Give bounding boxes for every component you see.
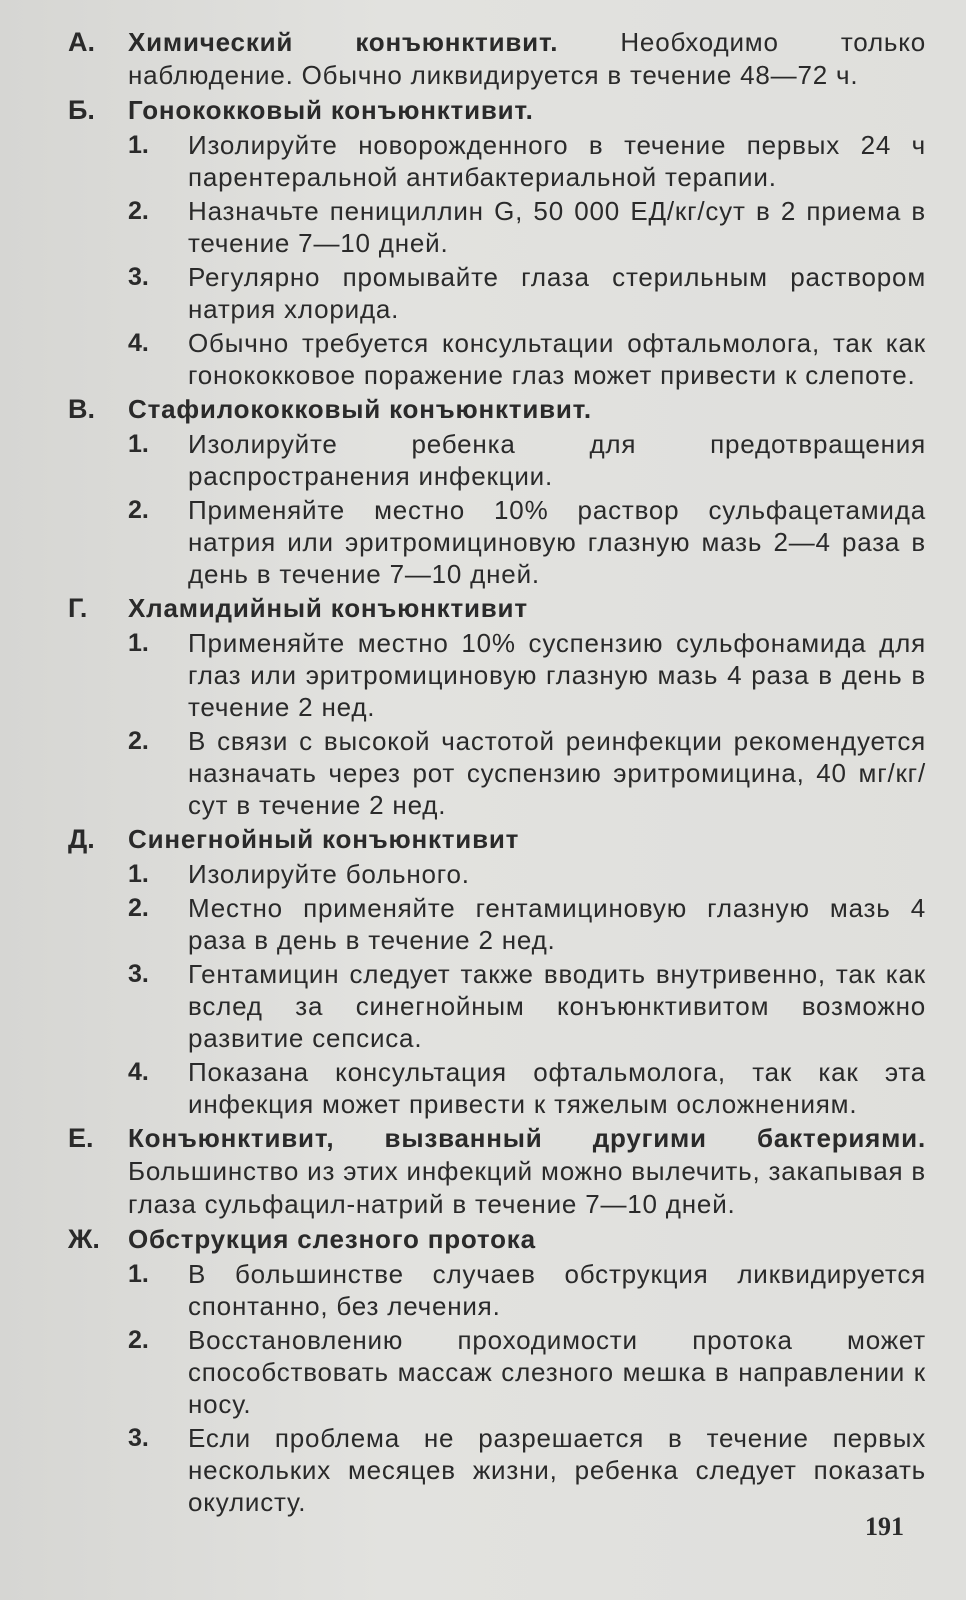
section-letter: Г. bbox=[68, 593, 88, 623]
list-item bbox=[128, 858, 926, 890]
item-text: Местно применяйте гентамициновую глазную мазь 4 раза в день в течение 2 нед. bbox=[188, 893, 926, 955]
item-list bbox=[128, 627, 926, 821]
page-content bbox=[68, 26, 926, 1520]
section-body bbox=[128, 823, 926, 856]
item-number: 2. bbox=[128, 894, 149, 922]
item-number: 4. bbox=[128, 329, 149, 357]
item-number: 2. bbox=[128, 1326, 149, 1354]
item-list bbox=[128, 428, 926, 590]
list-item bbox=[128, 1258, 926, 1322]
section-title: Гонококковый конъюнктивит. bbox=[128, 95, 534, 125]
list-item bbox=[128, 892, 926, 956]
section-title: Обструкция слезного протока bbox=[128, 1224, 536, 1254]
list-item bbox=[128, 327, 926, 391]
item-number: 1. bbox=[128, 629, 149, 657]
section-heading bbox=[68, 94, 926, 127]
item-text: Изолируйте новорожденного в течение первых 24 ч парентеральной антибактериальной терапии. bbox=[188, 130, 926, 192]
section-letter: Б. bbox=[68, 95, 95, 125]
item-list bbox=[128, 129, 926, 391]
list-item bbox=[128, 195, 926, 259]
item-text: Если проблема не разрешается в течение первых нескольких месяцев жизни, ребенка следует показать окулисту. bbox=[188, 1423, 926, 1517]
item-text: Применяйте местно 10% суспензию сульфонамида для глаз или эритромициновую глазную мазь 4 раза в день в течение 2 нед. bbox=[188, 628, 926, 722]
item-text: Применяйте местно 10% раствор сульфацетамида натрия или эритромициновую глазную мазь 2—4 раза в день в течение 7—10 дней. bbox=[188, 495, 926, 589]
section-heading bbox=[68, 26, 926, 92]
item-number: 1. bbox=[128, 860, 149, 888]
section-letter: Д. bbox=[68, 824, 95, 854]
item-number: 1. bbox=[128, 131, 149, 159]
section-body bbox=[128, 94, 926, 127]
section-body bbox=[128, 1223, 926, 1256]
section bbox=[68, 26, 926, 92]
section-text: Большинство из этих инфекций можно вылечить, закапывая в глаза сульфацил-натрий в течение 7—10 дней. bbox=[128, 1156, 926, 1219]
item-text: Изолируйте ребенка для предотвращения распространения инфекции. bbox=[188, 429, 926, 491]
item-text: Изолируйте больного. bbox=[188, 859, 470, 889]
section-heading bbox=[68, 1223, 926, 1256]
section-body bbox=[128, 393, 926, 426]
page-number: 191 bbox=[865, 1512, 904, 1541]
list-item bbox=[128, 627, 926, 723]
section-title: Конъюнктивит, вызванный другими бактериями. bbox=[128, 1123, 926, 1153]
section-title: Стафилококковый конъюнктивит. bbox=[128, 394, 592, 424]
section bbox=[68, 1122, 926, 1221]
section-title: Синегнойный конъюнктивит bbox=[128, 824, 520, 854]
section bbox=[68, 393, 926, 590]
item-text: Восстановлению проходимости протока может способствовать массаж слезного мешка в направлении к носу. bbox=[188, 1325, 926, 1419]
item-number: 1. bbox=[128, 1260, 149, 1288]
item-text: Обычно требуется консультации офтальмолога, так как гонококковое поражение глаз может привести к слепоте. bbox=[188, 328, 926, 390]
item-text: В большинстве случаев обструкция ликвидируется спонтанно, без лечения. bbox=[188, 1259, 926, 1321]
section-title: Хламидийный конъюнктивит bbox=[128, 593, 528, 623]
section-letter: А. bbox=[68, 27, 95, 57]
item-number: 2. bbox=[128, 197, 149, 225]
item-text: Регулярно промывайте глаза стерильным раствором натрия хлорида. bbox=[188, 262, 926, 324]
section-heading bbox=[68, 1122, 926, 1221]
list-item bbox=[128, 1324, 926, 1420]
item-number: 3. bbox=[128, 263, 149, 291]
section-body bbox=[128, 592, 926, 625]
section-text: Необходимо только наблюдение. Обычно ликвидируется в течение 48—72 ч. bbox=[128, 27, 926, 90]
item-text: Показана консультация офтальмолога, так как эта инфекция может привести к тяжелым осложнениям. bbox=[188, 1057, 926, 1119]
item-number: 2. bbox=[128, 496, 149, 524]
section bbox=[68, 592, 926, 821]
item-text: В связи с высокой частотой реинфекции рекомендуется назначать через рот суспензию эритромицина, 40 мг/кг/сут в течение 2 нед. bbox=[188, 726, 926, 820]
item-number: 4. bbox=[128, 1058, 149, 1086]
item-number: 2. bbox=[128, 727, 149, 755]
list-item bbox=[128, 725, 926, 821]
item-list bbox=[128, 1258, 926, 1518]
section-letter: Е. bbox=[68, 1123, 94, 1153]
item-text: Гентамицин следует также вводить внутривенно, так как вслед за синегнойным конъюнктивитом возможно развитие сепсиса. bbox=[188, 959, 926, 1053]
section-title: Химический конъюнктивит. bbox=[128, 27, 559, 57]
section bbox=[68, 94, 926, 391]
list-item bbox=[128, 428, 926, 492]
section bbox=[68, 1223, 926, 1518]
section bbox=[68, 823, 926, 1120]
section-heading bbox=[68, 393, 926, 426]
item-list bbox=[128, 858, 926, 1120]
section-letter: Ж. bbox=[68, 1224, 100, 1254]
list-item bbox=[128, 1422, 926, 1518]
item-number: 1. bbox=[128, 430, 149, 458]
list-item bbox=[128, 129, 926, 193]
section-body bbox=[128, 26, 926, 92]
item-number: 3. bbox=[128, 960, 149, 988]
section-heading bbox=[68, 592, 926, 625]
section-heading bbox=[68, 823, 926, 856]
item-text: Назначьте пенициллин G, 50 000 ЕД/кг/сут в 2 приема в течение 7—10 дней. bbox=[188, 196, 926, 258]
section-letter: В. bbox=[68, 394, 95, 424]
section-body bbox=[128, 1122, 926, 1221]
list-item bbox=[128, 494, 926, 590]
list-item bbox=[128, 958, 926, 1054]
list-item bbox=[128, 261, 926, 325]
item-number: 3. bbox=[128, 1424, 149, 1452]
list-item bbox=[128, 1056, 926, 1120]
